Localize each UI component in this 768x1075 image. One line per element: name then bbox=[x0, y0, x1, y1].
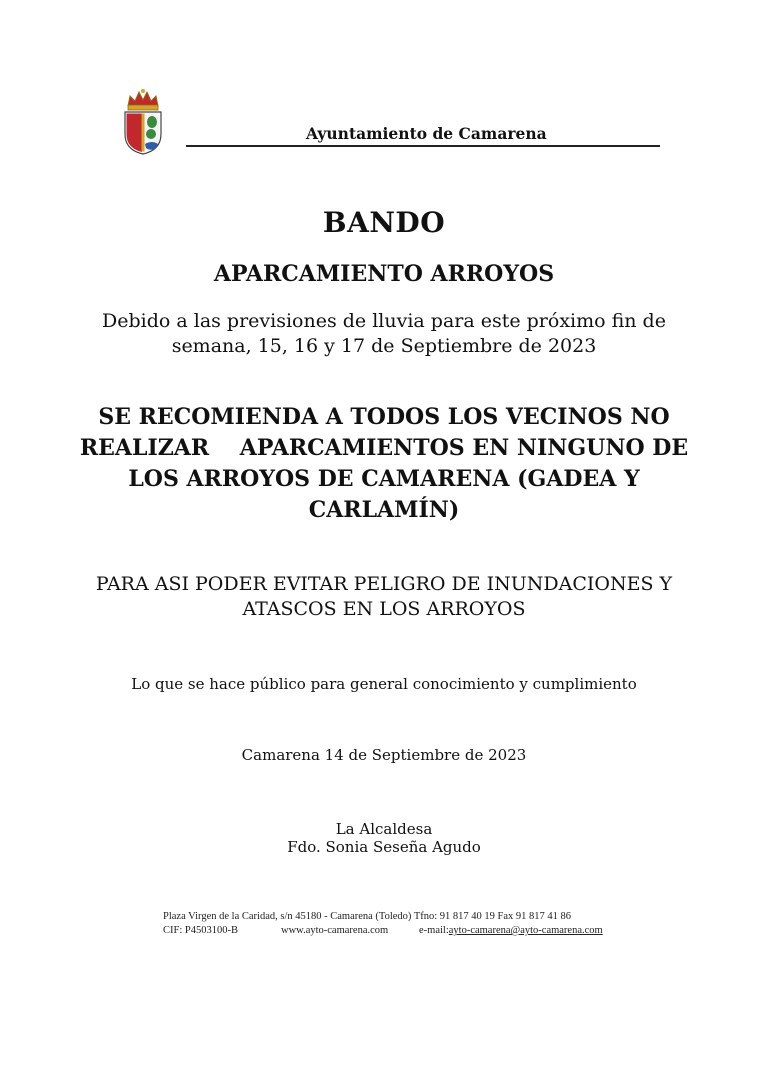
reason-line: PARA ASI PODER EVITAR PELIGRO DE INUNDACIONES Y bbox=[95, 573, 673, 595]
footer-website-link[interactable]: www.ayto-camarena.com bbox=[281, 925, 389, 936]
intro-line: Debido a las previsiones de lluvia para este próximo fin de bbox=[102, 310, 666, 332]
bando-subtitle: APARCAMIENTO ARROYOS bbox=[213, 261, 555, 287]
municipal-crest-icon bbox=[122, 88, 164, 156]
reason-line: ATASCOS EN LOS ARROYOS bbox=[242, 598, 526, 620]
footer-email-label: e-mail: bbox=[419, 925, 449, 936]
footer-address: Plaza Virgen de la Caridad, s/n 45180 - Camarena (Toledo) Tfno: 91 817 40 19 Fax 91 817 41 86 bbox=[163, 911, 572, 922]
publication-notice: Lo que se hace público para general conocimiento y cumplimiento bbox=[131, 675, 637, 693]
reason-paragraph bbox=[0, 572, 768, 622]
intro-paragraph bbox=[0, 309, 768, 359]
footer-email-link[interactable]: ayto-camarena@ayto-camarena.com bbox=[448, 925, 603, 936]
header-title: Ayuntamiento de Camarena bbox=[306, 124, 547, 143]
issue-date: Camarena 14 de Septiembre de 2023 bbox=[241, 746, 527, 764]
recommendation-line: REALIZAR APARCAMIENTOS EN NINGUNO DE bbox=[79, 435, 689, 461]
recommendation-line: LOS ARROYOS DE CAMARENA (GADEA Y bbox=[128, 466, 640, 492]
recommendation-line: CARLAMÍN) bbox=[308, 497, 460, 523]
recommendation-paragraph bbox=[0, 402, 768, 526]
footer-cif: CIF: P4503100-B bbox=[163, 925, 238, 936]
footer-contact bbox=[163, 925, 603, 936]
signer-role: La Alcaldesa bbox=[335, 820, 433, 838]
header-divider bbox=[186, 145, 660, 147]
signer-name: Fdo. Sonia Seseña Agudo bbox=[287, 838, 481, 856]
bando-title: BANDO bbox=[322, 206, 446, 239]
intro-line: semana, 15, 16 y 17 de Septiembre de 2023 bbox=[171, 335, 597, 357]
recommendation-line: SE RECOMIENDA A TODOS LOS VECINOS NO bbox=[98, 404, 670, 430]
